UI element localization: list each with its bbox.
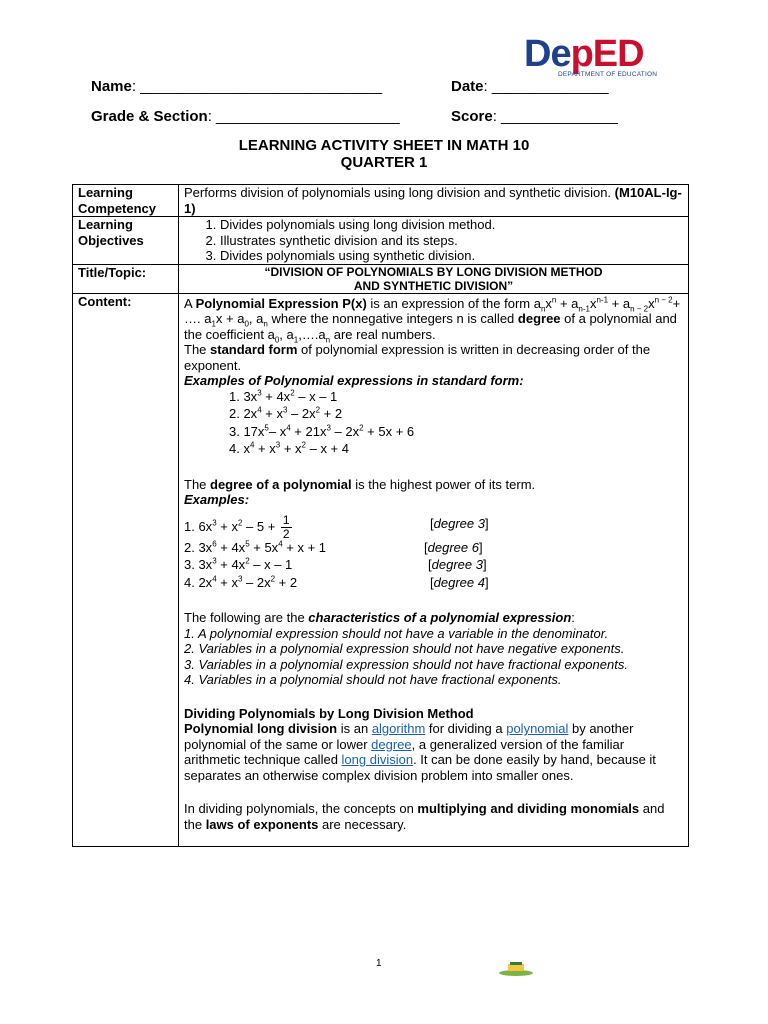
page-number: 1 [376, 958, 382, 969]
objective-item: 1. Divides polynomials using long division method. [220, 217, 683, 233]
competency-row [73, 185, 689, 217]
grade-section-field[interactable]: Grade & Section: ______________________ [91, 108, 400, 125]
characteristics-intro: The following are the characteristics of a polynomial expression: [184, 610, 575, 625]
competency-cell: Performs division of polynomials using long division and synthetic division. (M10AL-Ig-1) [179, 185, 689, 217]
page-subtitle: QUARTER 1 [340, 154, 428, 171]
list-item: 3. $17x^5-$ $x^4 + 21x^3 - 2x^2 + 5x + 6$ [229, 423, 415, 439]
footer-logo-icon [498, 960, 534, 976]
objective-item: 3. Divides polynomials using synthetic division. [220, 248, 683, 264]
list-item: 2. Variables in a polynomial expression should not have negative exponents. [184, 641, 625, 656]
objectives-label: Learning Objectives [73, 217, 179, 265]
name-field[interactable]: Name: _____________________________ [91, 78, 383, 95]
degree-link[interactable]: degree [371, 736, 412, 752]
standard-form-examples [184, 389, 683, 459]
list-item: 4. Variables in a polynomial should not have fractional exponents. [184, 672, 562, 687]
topic-label: Title/Topic: [73, 264, 179, 293]
fraction-one-half: $\frac{1}{2}$ [282, 512, 290, 541]
degree-examples-heading: Examples: [184, 492, 250, 507]
content-label: Content: [73, 293, 179, 847]
polynomial-link[interactable]: polynomial [506, 721, 569, 736]
list-item: 4. $x^4 + x^3 + x^2 - x + 4$ [229, 440, 349, 456]
degree-example: 4. $2x^4 + x^3 - 2x^2 + 2$ [degree 4] [184, 574, 489, 590]
deped-subtitle: DEPARTMENT OF EDUCATION [558, 71, 658, 78]
list-item: 2. $2x^4 + x^3 - 2x^2 + 2$ [229, 405, 343, 421]
long-division-text: Polynomial long division is an algorithm for dividing a polynomial by another polynomial of the same or lower degree, a generalized version of the familiar arithmetic technique called long division. It can be done easily by hand, because it separates an otherwise complex division problem into smaller ones. [184, 721, 656, 783]
objective-item: 2. Illustrates synthetic division and its steps. [220, 233, 683, 249]
objectives-cell [179, 217, 689, 265]
activity-table [72, 184, 689, 847]
long-division-link[interactable]: long division [341, 752, 414, 767]
long-division-heading: Dividing Polynomials by Long Division Method [184, 705, 474, 721]
topic-row [73, 264, 689, 293]
objectives-row [73, 217, 689, 265]
polynomial-definition: A Polynomial Expression P(x) is an expression of the form $a_nx^n + a_{n-1}x^{n-1} + a_{n - 2}x^{n - 2}+$ …. $a_1x + a_0$, $a_n$ where the nonnegative integers n is called degree of a polynomial and the coefficient $a_0$, $a_1,\dots.a_n$ are real numbers. [184, 295, 681, 345]
examples-heading: Examples of Polynomial expressions in standard form: [184, 373, 524, 388]
content-row [73, 293, 689, 847]
date-field[interactable]: Date: ______________ [451, 78, 609, 95]
algorithm-link[interactable]: algorithm [371, 721, 426, 736]
list-item: 3. Variables in a polynomial expression should not have fractional exponents. [184, 656, 628, 672]
degree-example: 2. $3x^6 + 4x^5 + 5x^4 + x + 1$ [degree 6] [184, 539, 483, 555]
list-item: 1. $3x^3 + 4x^2 - x - 1$ [229, 388, 338, 404]
concepts-text: In dividing polynomials, the concepts on multiplying and dividing monomials and the laws of exponents are necessary. [184, 801, 665, 832]
score-field[interactable]: Score: ______________ [451, 108, 618, 125]
standard-form-text: The standard form of polynomial expression is written in decreasing order of the exponent. [184, 342, 651, 373]
competency-code: (M10AL-Ig-1) [184, 185, 682, 216]
degree-example: 3. $3x^3 + 4x^2 - x - 1$ [degree 3] [184, 556, 487, 572]
list-item: 1. A polynomial expression should not have a variable in the denominator. [184, 625, 609, 641]
degree-definition: The degree of a polynomial is the highest power of its term. [184, 476, 536, 492]
deped-logo [524, 34, 684, 82]
page-title: LEARNING ACTIVITY SHEET IN MATH 10 [238, 137, 530, 154]
topic-cell: “DIVISION OF POLYNOMIALS BY LONG DIVISION METHOD AND SYNTHETIC DIVISION” [179, 264, 689, 293]
content-cell [179, 293, 689, 847]
degree-example: 1. $6x^3 + x^2 - 5$ + $\frac{1}{2}$ [degree 3] [184, 512, 489, 541]
competency-label: Learning Competency [73, 185, 179, 217]
deped-wordmark: DepED [524, 33, 644, 75]
